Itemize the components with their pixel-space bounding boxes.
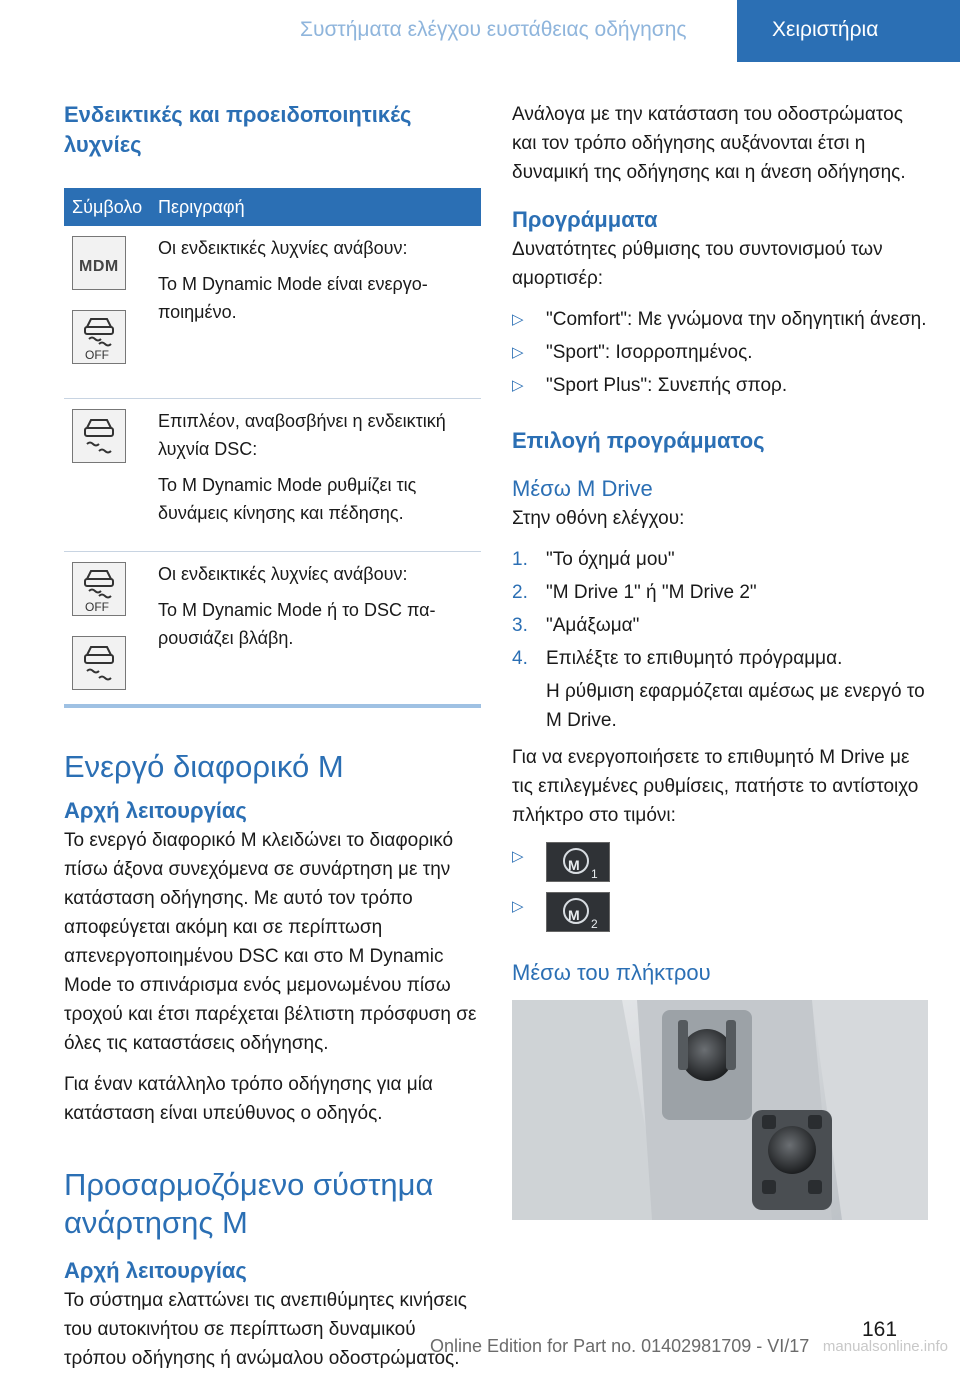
table-header-row [64,188,481,226]
edition-note: Online Edition for Part no. 01402981709 - VI/17 [430,1336,810,1356]
subsection-via-key: Μέσω του πλήκτρου [512,960,711,985]
dsc-icon [72,636,126,690]
subsection-principle: Αρχή λειτουργίας [64,1258,247,1283]
list-item [512,545,932,574]
table-heading: Ενδεικτικές και προειδοποιητικές λυχνίες [64,102,412,157]
step-number: 2. [512,582,528,603]
m-drive-2-button-icon [546,892,610,932]
left-column [64,100,481,1385]
row2-line2: Το M Dynamic Mode ρυθμίζει τις δυνάμεις κίνησης και πέδησης. [158,475,417,523]
center-console-photo [512,1000,928,1220]
subsection-programs: Προγράμματα [512,207,658,232]
table-row [64,552,481,707]
subsection-via-mdrive: Μέσω M Drive [512,476,653,501]
paragraph: Ανάλογα με την κατάσταση του οδοστρώματος και τον τρόπο οδήγησης αυξάνονται έτσι η δυναμική της οδήγησης και η άνεση οδήγησης. [512,104,906,183]
row2-line1: Επιπλέον, αναβοσβήνει η ενδεικτική λυχνία DSC: [158,411,446,459]
list-item [512,305,932,334]
description-cell [158,399,481,552]
list-item [512,842,932,882]
indicator-table [64,188,481,708]
section-title-differential: Ενεργό διαφορικό M [64,749,344,784]
triangle-bullet-icon: ▷ [512,848,524,865]
section-title-suspension: Προσαρμοζόμενο σύστημα ανάρτησης M [64,1167,434,1240]
paragraph: Για έναν κατάλληλο τρόπο οδήγησης για μία κατάσταση είναι υπεύθυνος ο οδηγός. [64,1074,433,1124]
symbol-cell [64,226,158,399]
chapter-tab [737,0,960,62]
symbol-cell [64,552,158,707]
m-button-letter: M [568,907,580,923]
step-note: Η ρύθμιση εφαρμόζεται αμέσως με ενεργό το M Drive. [546,681,925,731]
triangle-bullet-icon: ▷ [512,344,524,361]
row1-line2: Το M Dynamic Mode είναι ενεργοποιημένο. [158,274,428,322]
page-number: 161 [862,1318,898,1341]
page-header [0,0,960,62]
m-button-letter: M [568,857,580,873]
dsc-off-icon-graphic [73,311,125,363]
row1-line1: Οι ενδεικτικές λυχνίες ανάβουν: [158,238,408,258]
row3-line2: Το M Dynamic Mode ή το DSC παρουσιάζει βλάβη. [158,600,436,648]
step-number: 3. [512,615,528,636]
list-item [512,371,932,400]
row3-line1: Οι ενδεικτικές λυχνίες ανάβουν: [158,564,408,584]
dsc-off-icon [72,310,126,364]
triangle-bullet-icon: ▷ [512,311,524,328]
dsc-off-text: OFF [85,600,109,614]
m-button-number: 2 [591,917,598,931]
col-symbol: Σύμβολο [64,188,158,226]
paragraph: Για να ενεργοποιήσετε το επιθυμητό M Drive με τις επιλεγμένες ρυθμίσεις, πατήστε το αντίστοιχο πλήκτρο στο τιμόνι: [512,747,919,826]
paragraph: Δυνατότητες ρύθμισης του συντονισμού των αμορτισέρ: [512,239,883,289]
dsc-off-text: OFF [85,348,109,362]
list-item-text: "Sport": Ισορροπημένος. [546,342,753,363]
subsection-select-program: Επιλογή προγράμματος [512,428,765,453]
list-item-text: "Αμάξωμα" [546,615,640,636]
list-item-text: Επιλέξτε το επιθυμητό πρόγραμμα. [546,648,843,669]
mdm-icon [72,236,126,290]
chapter-tab-label: Χειριστήρια [772,18,879,41]
mdm-icon-label: MDM [79,258,119,275]
list-item [512,611,932,640]
step-number: 4. [512,648,528,669]
description-cell [158,552,481,707]
description-cell [158,226,481,399]
list-item-text: "Comfort": Με γνώμονα την οδηγητική άνεση. [546,309,927,330]
dsc-off-icon-graphic [73,563,125,615]
dsc-icon-graphic [73,637,125,689]
list-item-text: "Το όχημά μου" [546,549,675,570]
dsc-icon-graphic [73,410,125,462]
dsc-icon [72,409,126,463]
m-button-number: 1 [591,867,598,881]
symbol-cell [64,399,158,552]
step-number: 1. [512,549,528,570]
col-description: Περιγραφή [158,188,481,226]
subsection-principle: Αρχή λειτουργίας [64,798,247,823]
list-item [512,892,932,932]
list-item-text: "M Drive 1" ή "M Drive 2" [546,582,757,603]
list-item-text: "Sport Plus": Συνεπής σπορ. [546,375,788,396]
table-row [64,399,481,552]
paragraph: Το ενεργό διαφορικό M κλειδώνει το διαφορικό πίσω άξονα συνεχόμενα σε συνάρτηση με την κατάσταση οδήγησης. Με αυτό τον τρόπο αποφεύγεται ακόμη και σε περίπτωση απενεργοποιημένου DSC και στο M Dynamic Mode το σπινάρισμα ενός μεμονωμένου πίσω τροχού και έτσι παρέχεται βέλτιστη πρόσφυση σε όλες τις καταστάσεις οδήγησης. [64,830,477,1054]
center-console-image [512,1000,928,1220]
right-column [512,100,932,1220]
m-drive-1-button-icon [546,842,610,882]
list-item [512,578,932,607]
triangle-bullet-icon: ▷ [512,898,524,915]
list-item [512,338,932,367]
triangle-bullet-icon: ▷ [512,377,524,394]
dsc-off-icon [72,562,126,616]
paragraph: Στην οθόνη ελέγχου: [512,508,685,529]
table-row [64,226,481,399]
watermark: manualsonline.info [822,1338,948,1355]
paragraph: Το σύστημα ελαττώνει τις ανεπιθύμητες κινήσεις του αυτοκινήτου σε περίπτωση δυναμικού τρόπου οδήγησης ή ανώμαλου οδοστρώματος. [64,1290,467,1369]
list-item [512,644,932,673]
section-title: Συστήματα ελέγχου ευστάθειας οδήγησης [300,18,687,41]
